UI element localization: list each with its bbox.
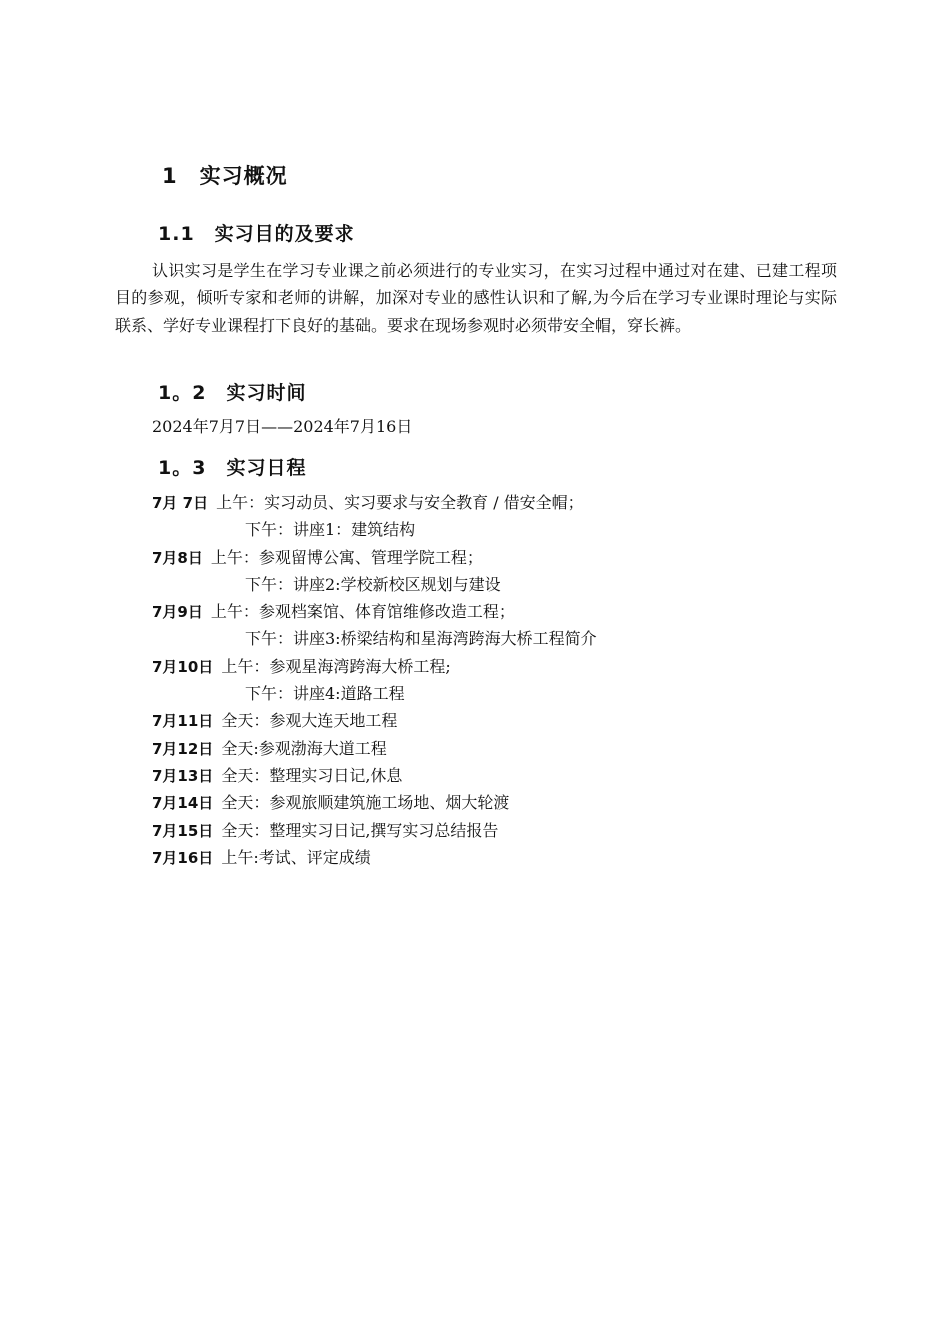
schedule-text: 上午：参观留博公寓、管理学院工程； <box>210 547 483 567</box>
schedule-text: 上午：参观档案馆、体育馆维修改造工程； <box>210 602 515 622</box>
schedule-row <box>152 817 852 844</box>
schedule-row <box>152 598 852 625</box>
schedule-day: 7月12日 <box>152 739 214 758</box>
schedule-day: 7月9日 <box>152 603 203 622</box>
schedule-row <box>152 680 852 707</box>
schedule-row <box>152 653 852 680</box>
schedule-day: 7月14日 <box>152 794 214 813</box>
schedule-day: 7月 7日 <box>152 494 209 512</box>
schedule-row <box>152 516 852 543</box>
section-heading-1: 1 实习概况 <box>162 164 288 188</box>
schedule-text: 全天：整理实习日记,休息 <box>221 765 403 785</box>
schedule-row <box>152 571 852 598</box>
schedule-text: 下午：讲座1：建筑结构 <box>245 520 416 540</box>
section-heading-1-3: 1。3 实习日程 <box>158 457 307 479</box>
schedule-text: 全天：参观旅顺建筑施工场地、烟大轮渡 <box>221 793 510 813</box>
schedule-text: 上午:考试、评定成绩 <box>221 847 371 867</box>
schedule-text: 全天：整理实习日记,撰写实习总结报告 <box>221 820 499 840</box>
schedule-row <box>152 762 852 789</box>
schedule-text: 下午：讲座2:学校新校区规划与建设 <box>245 574 501 594</box>
schedule-text: 全天：参观大连天地工程 <box>221 711 398 731</box>
schedule-row <box>152 789 852 816</box>
schedule-text: 下午：讲座3:桥梁结构和星海湾跨海大桥工程简介 <box>245 629 597 649</box>
schedule-day: 7月13日 <box>152 766 214 785</box>
schedule-text: 上午：参观星海湾跨海大桥工程; <box>221 656 451 676</box>
internship-dates: 2024年7月7日——2024年7月16日 <box>152 417 413 436</box>
section-heading-1-1: 1.1 实习目的及要求 <box>158 223 355 245</box>
section-heading-1-2: 1。2 实习时间 <box>158 382 307 404</box>
schedule-row <box>152 625 852 652</box>
schedule-day: 7月16日 <box>152 848 214 867</box>
schedule-day: 7月11日 <box>152 712 214 731</box>
schedule-text: 上午：实习动员、实习要求与安全教育 / 借安全帽； <box>216 493 584 512</box>
schedule-row <box>152 844 852 871</box>
schedule-row <box>152 489 852 516</box>
schedule-row <box>152 735 852 762</box>
schedule-text: 下午：讲座4:道路工程 <box>245 684 405 704</box>
schedule-list <box>152 489 852 871</box>
schedule-day: 7月8日 <box>152 548 203 567</box>
purpose-paragraph: 认识实习是学生在学习专业课之前必须进行的专业实习，在实习过程中通过对在建、已建工程项目的参观，倾听专家和老师的讲解，加深对专业的感性认识和了解,为今后在学习专业课时理论与实际联系、学好专业课程打下良好的基础。要求在现场参观时必须带安全帽，穿长裤。 <box>115 261 837 335</box>
schedule-day: 7月10日 <box>152 657 214 676</box>
schedule-row <box>152 544 852 571</box>
schedule-text: 全天:参观渤海大道工程 <box>221 738 387 758</box>
schedule-row <box>152 707 852 734</box>
schedule-day: 7月15日 <box>152 821 214 840</box>
